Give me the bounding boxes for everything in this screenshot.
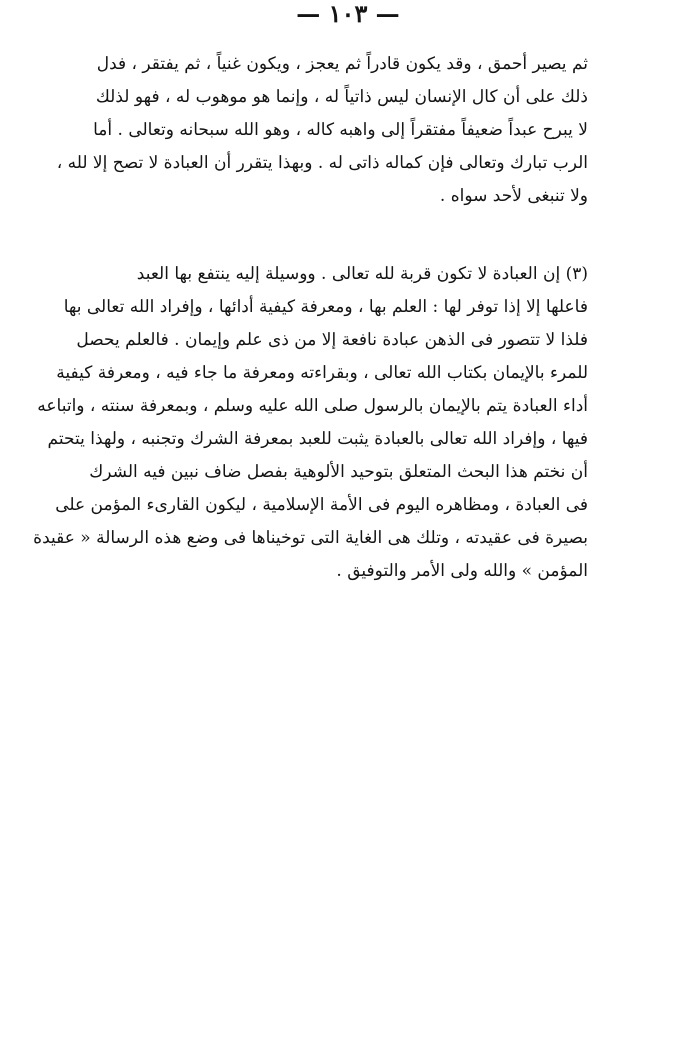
paragraph-1 xyxy=(56,48,588,213)
text-line: (٣) إن العبادة لا تكون قربة لله تعالى . ووسيلة إليه ينتفع بها العبد xyxy=(136,264,588,284)
text-line: الرب تبارك وتعالى فإن كماله ذاتى له . وبهذا يتقرر أن العبادة لا تصح إلا لله ، xyxy=(56,153,588,173)
text-line: ذلك على أن كال الإنسان ليس ذاتياً له ، وإنما هو موهوب له ، فهو لذلك xyxy=(95,87,588,107)
text-line: أداء العبادة يتم بالإيمان بالرسول صلى الله عليه وسلم ، وبمعرفة سنته ، واتباعه xyxy=(37,396,588,416)
text-line: فيها ، وإفراد الله تعالى بالعبادة يثبت للعبد بمعرفة الشرك وتجنبه ، ولهذا يتحتم xyxy=(47,429,588,449)
paragraph-2 xyxy=(33,258,588,588)
text-line: المؤمن » والله ولى الأمر والتوفيق . xyxy=(336,561,588,581)
text-line: لا يبرح عبداً ضعيفاً مفتقراً إلى واهبه كاله ، وهو الله سبحانه وتعالى . أما xyxy=(93,120,588,140)
text-line: بصيرة فى عقيدته ، وتلك هى الغاية التى توخيناها فى وضع هذه الرسالة « عقيدة xyxy=(33,528,588,548)
text-line: ثم يصير أحمق ، وقد يكون قادراً ثم يعجز ، ويكون غنياً ، ثم يفتقر ، فدل xyxy=(96,54,588,74)
text-line: فى العبادة ، ومظاهره اليوم فى الأمة الإسلامية ، ليكون القارىء المؤمن على xyxy=(55,495,588,515)
page-number: — ١٠٣ — xyxy=(296,0,400,28)
text-line: ولا تنبغى لأحد سواه . xyxy=(439,186,588,206)
text-line: فاعلها إلا إذا توفر لها : العلم بها ، ومعرفة كيفية أدائها ، وإفراد الله تعالى بها xyxy=(63,297,588,317)
text-line: للمرء بالإيمان بكتاب الله تعالى ، وبقراءته ومعرفة ما جاء فيه ، ومعرفة كيفية xyxy=(56,363,588,383)
text-line: فلذا لا تتصور فى الذهن عبادة نافعة إلا من ذى علم وإيمان . فالعلم يحصل xyxy=(76,330,588,350)
text-line: أن نختم هذا البحث المتعلق بتوحيد الألوهية بفصل ضاف نبين فيه الشرك xyxy=(89,462,588,482)
